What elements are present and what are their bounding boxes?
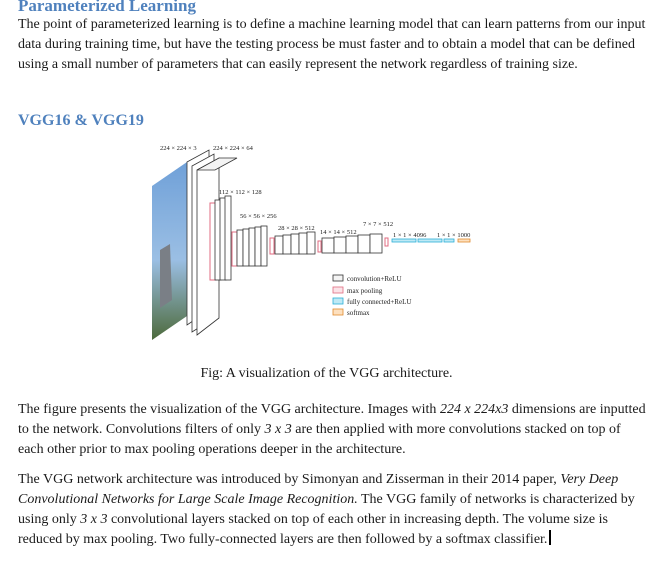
legend-label-pool: max pooling: [347, 287, 383, 295]
fc-layers: [385, 238, 470, 246]
text-run: dimensions are inputted to the network. Convolutions filters of only: [18, 402, 646, 437]
legend-swatch-pool: [333, 287, 343, 293]
section-heading-parameterized-learning: Parameterized Learning: [18, 0, 196, 15]
dim-label-conv2: 112 × 112 × 128: [219, 189, 262, 196]
italic-filter-size: 3 x 3: [80, 512, 108, 527]
dim-label-output: 1 × 1 × 1000: [437, 232, 471, 239]
conv-block-2: [210, 196, 231, 280]
italic-dimensions: 224 x 224x3: [439, 402, 509, 417]
paragraph-parameterized-learning: The point of parameterized learning is to define a machine learning model that can learn patterns from our input data during training time, but have the testing process be must faster and to obtain a model that can be defined using a small number of parameters that can easily represent the network regardless of training size.: [18, 17, 646, 72]
text-cursor: [549, 530, 551, 545]
section-heading-vgg: VGG16 & VGG19: [18, 112, 144, 129]
italic-paper-title: Very Deep Convolutional Networks for Large Scale Image Recognition.: [18, 472, 619, 507]
paragraph-figure-description: [18, 400, 646, 460]
legend-label-fc: fully connected+ReLU: [347, 298, 412, 306]
text-run: The VGG family of networks is characterized by using only: [18, 492, 635, 527]
text-run: convolutional layers stacked on top of each other in increasing depth. The volume size is reduced by max pooling. Two fully-connected layers are then followed by a softmax classifier.: [18, 512, 608, 547]
input-image-building: [160, 244, 172, 308]
dim-label-input: 224 × 224 × 3: [160, 145, 197, 152]
dim-label-conv1: 224 × 224 × 64: [213, 145, 253, 152]
paragraph-vgg-history[interactable]: [18, 470, 646, 550]
legend-swatch-conv: [333, 275, 343, 281]
conv-block-4: [270, 232, 315, 254]
text-run: The VGG network architecture was introduced by Simonyan and Zisserman in their 2014 paper,: [18, 472, 561, 487]
figure-caption: Fig: A visualization of the VGG architecture.: [200, 366, 453, 381]
conv-block-3: [232, 226, 267, 266]
legend-label-conv: convolution+ReLU: [347, 275, 402, 283]
legend-label-softmax: softmax: [347, 309, 370, 317]
conv-block-5: [318, 234, 382, 253]
text-run: The figure presents the visualization of the VGG architecture. Images with: [18, 402, 440, 417]
dim-label-fc: 1 × 1 × 4096: [393, 232, 427, 239]
dim-label-conv5: 14 × 14 × 512: [320, 229, 357, 236]
legend-swatch-fc: [333, 298, 343, 304]
dim-label-pool5: 7 × 7 × 512: [363, 221, 394, 228]
figure-legend: [333, 275, 411, 317]
legend-swatch-softmax: [333, 309, 343, 315]
dim-label-conv3: 56 × 56 × 256: [240, 213, 277, 220]
dim-label-conv4: 28 × 28 × 512: [278, 225, 315, 232]
text-run: are then applied with more convolutions stacked on top of each other prior to max pooling operations deeper in the architecture.: [18, 422, 621, 457]
italic-filter-size: 3 x 3: [264, 422, 292, 437]
